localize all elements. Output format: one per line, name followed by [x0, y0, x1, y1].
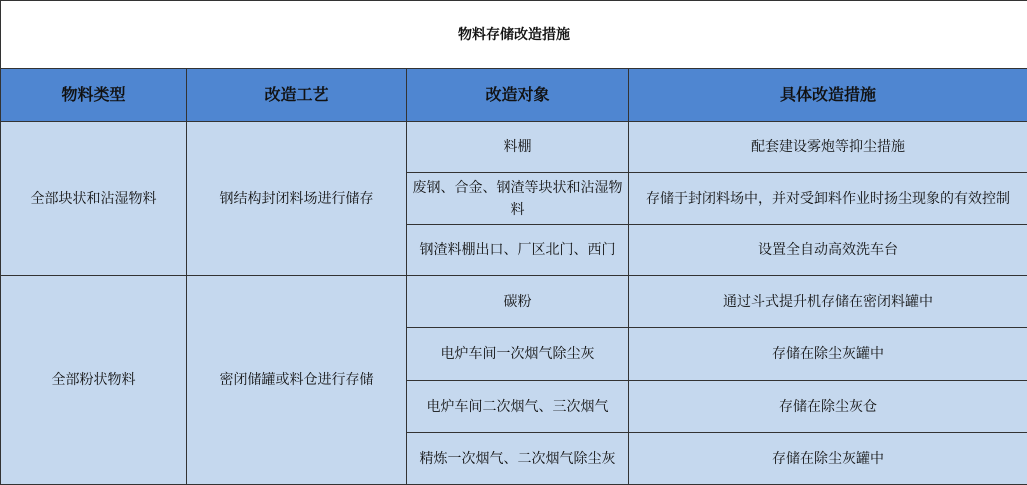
measure-cell: 存储在除尘灰仓 [629, 381, 1027, 433]
measure-cell: 配套建设雾炮等抑尘措施 [629, 122, 1027, 173]
object-cell: 废钢、合金、钢渣等块状和沾湿物料 [407, 173, 629, 225]
measure-cell: 设置全自动高效洗车台 [629, 225, 1027, 276]
process-cell: 密闭储罐或料仓进行存储 [187, 276, 407, 485]
object-cell: 碳粉 [407, 276, 629, 328]
material-type-cell: 全部块状和沾湿物料 [1, 122, 187, 276]
object-cell: 料棚 [407, 122, 629, 173]
measure-cell: 存储于封闭料场中，并对受卸料作业时扬尘现象的有效控制 [629, 173, 1027, 225]
table-title: 物料存储改造措施 [1, 1, 1027, 69]
measure-cell: 存储在除尘灰罐中 [629, 433, 1027, 485]
object-cell: 钢渣料棚出口、厂区北门、西门 [407, 225, 629, 276]
object-cell: 电炉车间二次烟气、三次烟气 [407, 381, 629, 433]
measure-cell: 存储在除尘灰罐中 [629, 328, 1027, 381]
header-measure: 具体改造措施 [629, 69, 1027, 122]
object-cell: 电炉车间一次烟气除尘灰 [407, 328, 629, 381]
process-cell: 钢结构封闭料场进行储存 [187, 122, 407, 276]
header-process: 改造工艺 [187, 69, 407, 122]
object-cell: 精炼一次烟气、二次烟气除尘灰 [407, 433, 629, 485]
measure-cell: 通过斗式提升机存储在密闭料罐中 [629, 276, 1027, 328]
material-type-cell: 全部粉状物料 [1, 276, 187, 485]
header-object: 改造对象 [407, 69, 629, 122]
header-material-type: 物料类型 [1, 69, 187, 122]
